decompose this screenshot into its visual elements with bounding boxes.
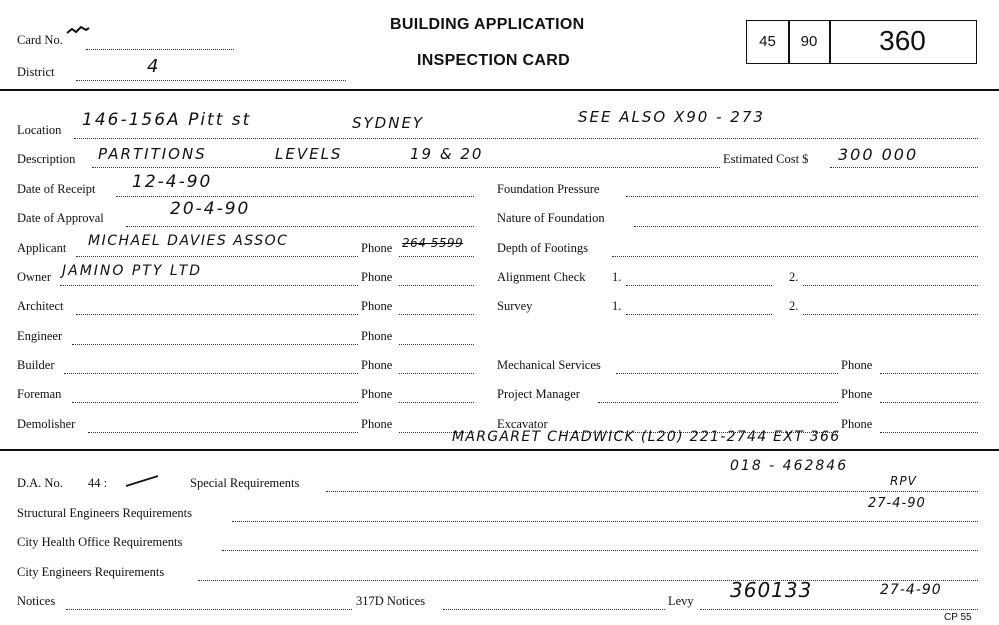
architect-phone-line [399, 314, 474, 315]
owner-label: Owner [17, 270, 52, 284]
survey-line2 [803, 314, 978, 315]
structural-engineers-label: Structural Engineers Requirements [17, 506, 192, 520]
district-line [76, 80, 346, 81]
special-requirements-label: Special Requirements [190, 476, 300, 490]
applicant-value: MICHAEL DAVIES ASSOC [88, 233, 289, 249]
architect-phone-label: Phone [361, 299, 393, 313]
da-no-label: D.A. No. [17, 476, 63, 490]
nature-foundation-line [634, 226, 978, 227]
foreman-phone-label: Phone [361, 387, 393, 401]
survey-n1: 1. [612, 299, 622, 313]
special-requirements-line [326, 491, 978, 492]
foreman-line [72, 402, 358, 403]
card-no-scribble-icon [66, 22, 90, 32]
project-manager-label: Project Manager [497, 387, 580, 401]
description-label: Description [17, 152, 76, 166]
engineer-line [72, 344, 358, 345]
engineer-phone-line [399, 344, 474, 345]
location-value: 146-156A Pitt st [82, 110, 252, 130]
architect-line [76, 314, 358, 315]
location-city: SYDNEY [352, 114, 425, 132]
footer-code: CP 55 [944, 612, 972, 623]
notices-317d-label: 317D Notices [356, 594, 426, 608]
applicant-phone-label: Phone [361, 241, 393, 255]
levy-date: 27-4-90 [880, 582, 942, 598]
estimated-cost-label: Estimated Cost $ [723, 152, 809, 166]
date-receipt-value: 12-4-90 [132, 172, 213, 192]
description-value: PARTITIONS [98, 145, 207, 163]
builder-label: Builder [17, 358, 55, 372]
code-3: 360 [879, 25, 926, 56]
da-no-tick-icon [124, 474, 160, 488]
project-manager-line [598, 402, 838, 403]
section-divider [0, 449, 999, 451]
notices-label: Notices [17, 594, 56, 608]
alignment-check-n1: 1. [612, 270, 622, 284]
location-label: Location [17, 123, 62, 137]
estimated-cost-value: 300 000 [838, 145, 919, 164]
structural-engineers-line [232, 521, 978, 522]
foundation-pressure-label: Foundation Pressure [497, 182, 600, 196]
builder-phone-line [399, 373, 474, 374]
city-engineers-line [198, 580, 978, 581]
description-levels-value: 19 & 20 [410, 145, 484, 163]
architect-label: Architect [17, 299, 64, 313]
excavator-label: Excavator [497, 417, 548, 431]
applicant-line [76, 256, 358, 257]
alignment-check-label: Alignment Check [497, 270, 586, 284]
foreman-phone-line [399, 402, 474, 403]
notices-line [66, 609, 352, 610]
initials: RPV [890, 474, 917, 488]
owner-phone-label: Phone [361, 270, 393, 284]
excavator-phone-label: Phone [841, 417, 873, 431]
engineer-phone-label: Phone [361, 329, 393, 343]
foundation-pressure-line [626, 196, 978, 197]
nature-foundation-label: Nature of Foundation [497, 211, 605, 225]
title-line1: BUILDING APPLICATION [390, 16, 585, 33]
description-levels: LEVELS [275, 145, 343, 163]
builder-line [64, 373, 358, 374]
district-value: 4 [147, 56, 161, 77]
owner-phone-line [399, 285, 474, 286]
survey-label: Survey [497, 299, 533, 313]
date-receipt-label: Date of Receipt [17, 182, 96, 196]
city-health-line [222, 550, 978, 551]
header-divider [0, 89, 999, 91]
mechanical-services-label: Mechanical Services [497, 358, 601, 372]
excavator-phone-line [880, 432, 978, 433]
card-no-line [86, 49, 234, 50]
mechanical-phone-label: Phone [841, 358, 873, 372]
applicant-label: Applicant [17, 241, 67, 255]
owner-line [60, 285, 358, 286]
applicant-phone-line [399, 256, 474, 257]
survey-line1 [626, 314, 772, 315]
code-box [746, 20, 977, 64]
demolisher-phone-label: Phone [361, 417, 393, 431]
demolisher-label: Demolisher [17, 417, 76, 431]
location-see-also: SEE ALSO X90 - 273 [578, 108, 765, 126]
title-line2: INSPECTION CARD [417, 52, 570, 69]
city-health-label: City Health Office Requirements [17, 535, 183, 549]
notices-317d-line [443, 609, 665, 610]
engineer-label: Engineer [17, 329, 63, 343]
location-line [74, 138, 978, 139]
survey-n2: 2. [789, 299, 799, 313]
levy-line [700, 609, 978, 610]
builder-phone-label: Phone [361, 358, 393, 372]
city-engineers-label: City Engineers Requirements [17, 565, 165, 579]
alignment-check-line1 [626, 285, 772, 286]
demolisher-line [88, 432, 358, 433]
da-no-value: 44 : [88, 476, 108, 490]
applicant-phone-value: 264 5599 [402, 236, 464, 250]
depth-footings-label: Depth of Footings [497, 241, 588, 255]
owner-value: JAMINO PTY LTD [62, 263, 203, 279]
project-manager-phone-label: Phone [841, 387, 873, 401]
levy-value: 360133 [730, 578, 813, 602]
date-approval-value: 20-4-90 [170, 199, 251, 219]
special-requirements-value: 018 - 462846 [730, 458, 849, 474]
levy-label: Levy [668, 594, 694, 608]
date-receipt-line [116, 196, 474, 197]
alignment-check-n2: 2. [789, 270, 799, 284]
contact-note: MARGARET CHADWICK (L20) 221-2744 EXT 366 [452, 429, 841, 445]
project-manager-phone-line [880, 402, 978, 403]
date-approval-line [126, 226, 474, 227]
foreman-label: Foreman [17, 387, 62, 401]
structural-date: 27-4-90 [868, 496, 926, 511]
card-no-label: Card No. [17, 33, 63, 47]
district-label: District [17, 65, 55, 79]
code-1: 45 [759, 33, 776, 50]
alignment-check-line2 [803, 285, 978, 286]
mechanical-phone-line [880, 373, 978, 374]
mechanical-services-line [616, 373, 838, 374]
description-line [92, 167, 720, 168]
estimated-cost-line [830, 167, 978, 168]
date-approval-label: Date of Approval [17, 211, 104, 225]
code-2: 90 [800, 33, 818, 50]
depth-footings-line [612, 256, 978, 257]
